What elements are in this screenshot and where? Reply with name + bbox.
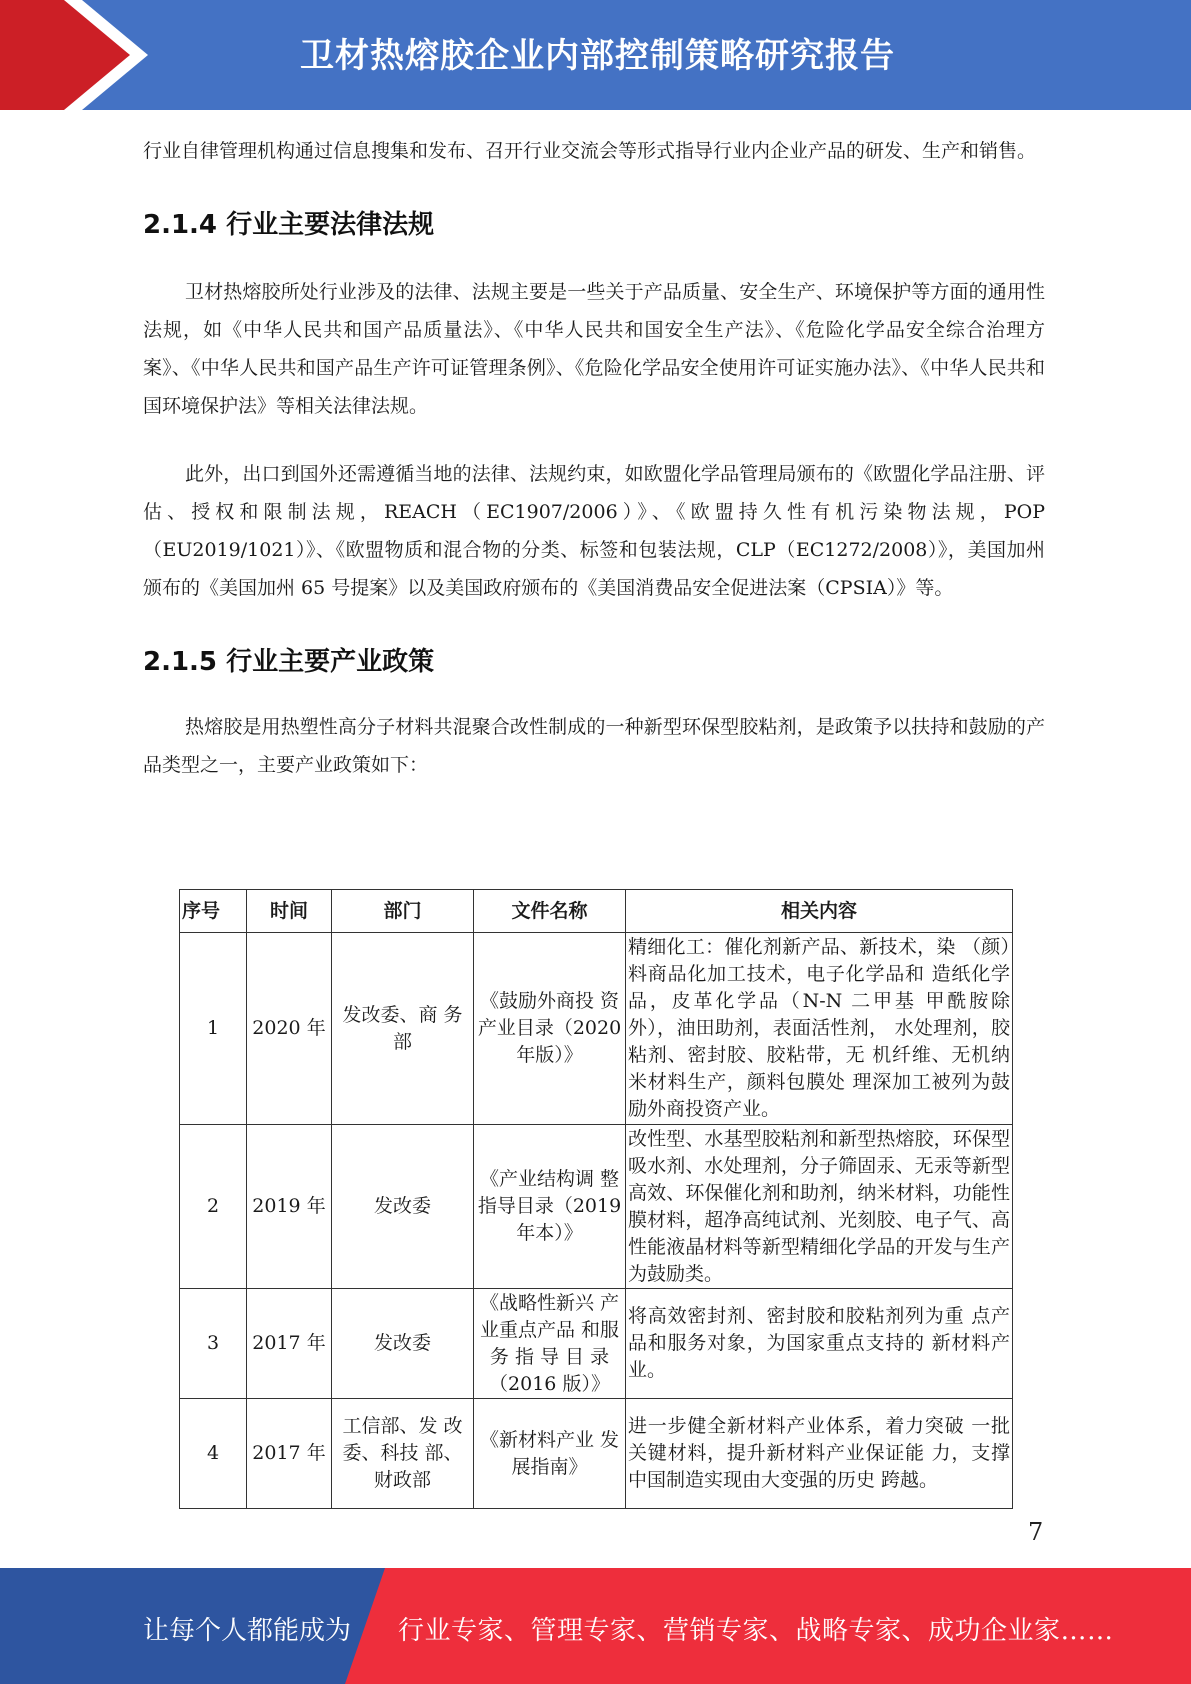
policy-intro-paragraph: 热熔胶是用热塑性高分子材料共混聚合改性制成的一种新型环保型胶粘剂，是政策予以扶持和鼓励的产品类型之一，主要产业政策如下： bbox=[143, 716, 1045, 776]
cell-doc: 《新材料产业 发展指南》 bbox=[474, 1399, 626, 1509]
column-header-time: 时间 bbox=[247, 890, 332, 933]
cell-time: 2017 年 bbox=[247, 1399, 332, 1509]
cell-no: 3 bbox=[180, 1289, 247, 1399]
column-header-content: 相关内容 bbox=[626, 890, 1013, 933]
report-title: 卫材热熔胶企业内部控制策略研究报告 bbox=[300, 36, 895, 76]
column-header-no: 序号 bbox=[180, 890, 247, 933]
cell-dept: 工信部、发 改委、科技 部、财政部 bbox=[332, 1399, 474, 1509]
table-row bbox=[180, 933, 1013, 1125]
section-heading-2-1-5: 2.1.5 行业主要产业政策 bbox=[143, 647, 435, 677]
table-row bbox=[180, 1125, 1013, 1289]
cell-time: 2017 年 bbox=[247, 1289, 332, 1399]
table-row bbox=[180, 1399, 1013, 1509]
cell-doc: 《产业结构调 整指导目录（2019 年本）》 bbox=[474, 1125, 626, 1289]
laws-paragraph-2: 此外，出口到国外还需遵循当地的法律、法规约束，如欧盟化学品管理局颁布的《欧盟化学品注册、评估、授权和限制法规，REACH（EC1907/2006）》、《欧盟持久性有机污染物法规，POP（EU2019/1021）》、《欧盟物质和混合物的分类、标签和包装法规，CLP（EC1272/2008）》，美国加州颁布的《美国加州 65 号提案》以及美国政府颁布的《美国消费品安全促进法案（CPSIA）》等。 bbox=[143, 463, 1045, 599]
cell-doc: 《鼓励外商投 资产业目录（2020 年版）》 bbox=[474, 933, 626, 1125]
cell-time: 2019 年 bbox=[247, 1125, 332, 1289]
cell-dept: 发改委、商 务部 bbox=[332, 933, 474, 1125]
footer-lead-text: 让每个人都能成为 bbox=[143, 1616, 352, 1646]
cell-no: 1 bbox=[180, 933, 247, 1125]
footer-tagline: 行业专家、管理专家、营销专家、战略专家、成功企业家…… bbox=[398, 1616, 1114, 1646]
cell-content: 将高效密封剂、密封胶和胶粘剂列为重 点产品和服务对象，为国家重点支持的 新材料产业。 bbox=[626, 1289, 1013, 1399]
table-header-row bbox=[180, 890, 1013, 933]
cell-doc: 《战略性新兴 产业重点产品 和服务 指 导 目 录（2016 版）》 bbox=[474, 1289, 626, 1399]
cell-content: 精细化工：催化剂新产品、新技术，染 （颜）料商品化加工技术，电子化学品和 造纸化学品，皮革化学品（N-N 二甲基 甲酰胺除外），油田助剂，表面活性剂， 水处理剂，胶粘剂、密封胶、胶粘带，无 机纤维、无机纳米材料生产，颜料包膜处 理深加工被列为鼓励外商投资产业。 bbox=[626, 933, 1013, 1125]
cell-dept: 发改委 bbox=[332, 1289, 474, 1399]
cell-dept: 发改委 bbox=[332, 1125, 474, 1289]
cell-time: 2020 年 bbox=[247, 933, 332, 1125]
table-row bbox=[180, 1289, 1013, 1399]
page-footer bbox=[0, 1568, 1191, 1684]
policy-table bbox=[179, 889, 1013, 1509]
laws-paragraph-1: 卫材热熔胶所处行业涉及的法律、法规主要是一些关于产品质量、安全生产、环境保护等方面的通用性法规，如《中华人民共和国产品质量法》、《中华人民共和国安全生产法》、《危险化学品安全综合治理方案》、《中华人民共和国产品生产许可证管理条例》、《危险化学品安全使用许可证实施办法》、《中华人民共和国环境保护法》等相关法律法规。 bbox=[143, 281, 1045, 417]
cell-no: 4 bbox=[180, 1399, 247, 1509]
cell-content: 进一步健全新材料产业体系，着力突破 一批关键材料，提升新材料产业保证能 力，支撑中国制造实现由大变强的历史 跨越。 bbox=[626, 1399, 1013, 1509]
column-header-doc: 文件名称 bbox=[474, 890, 626, 933]
cell-content: 改性型、水基型胶粘剂和新型热熔胶，环保型吸水剂、水处理剂，分子筛固汞、无汞等新型高效、环保催化剂和助剂，纳米材料，功能性膜材料，超净高纯试剂、光刻胶、电子气、高性能液晶材料等新型精细化学品的开发与生产为鼓励类。 bbox=[626, 1125, 1013, 1289]
cell-no: 2 bbox=[180, 1125, 247, 1289]
section-heading-2-1-4: 2.1.4 行业主要法律法规 bbox=[143, 210, 435, 240]
column-header-dept: 部门 bbox=[332, 890, 474, 933]
intro-paragraph: 行业自律管理机构通过信息搜集和发布、召开行业交流会等形式指导行业内企业产品的研发、生产和销售。 bbox=[143, 140, 1037, 162]
page-number: 7 bbox=[1028, 1518, 1044, 1546]
